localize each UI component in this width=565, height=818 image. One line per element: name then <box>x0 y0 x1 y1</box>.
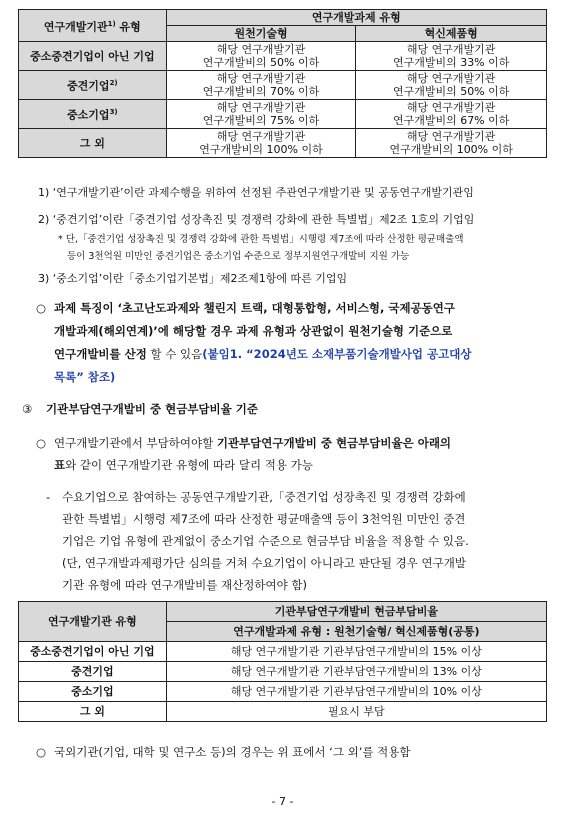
cash-ratio-table <box>18 601 547 722</box>
cell: 해당 연구개발기관 기관부담연구개발비의 10% 이상 <box>166 682 546 702</box>
sub-header-innovative-product: 혁신제품형 <box>356 26 547 42</box>
table-row <box>19 100 547 129</box>
bullet: ○ <box>36 301 47 315</box>
footnote-2-detail-1: * 단,「중견기업 성장촉진 및 경쟁력 강화에 관한 특별법」시행령 제7조에 따라 산정한 평균매출액 <box>58 234 464 245</box>
footnote-2-detail-2: 등이 3천억원 미만인 중견기업은 중소기업 수준으로 정부지원연구개발비 지원 가능 <box>67 251 410 262</box>
para3-line5: 기관 유형에 따라 연구개발비를 재산정하여야 함) <box>62 578 307 592</box>
para2-line2: 표와 같이 연구개발기관 유형에 따라 달리 적용 가능 <box>54 458 313 472</box>
para1-line2: 개발과제(해외연계)’에 해당할 경우 과제 유형과 상관없이 원천기술형 기준으로 <box>54 324 453 338</box>
table-row <box>19 42 547 71</box>
dash: - <box>46 490 51 504</box>
cell: 해당 연구개발기관 연구개발비의 75% 이하 <box>166 100 356 129</box>
col-header-org-type: 연구개발기관$^{1)}$ 유형 <box>19 10 167 42</box>
cell: 해당 연구개발기관 연구개발비의 70% 이하 <box>166 71 356 100</box>
sub-header-original-tech: 원천기술형 <box>166 26 356 42</box>
para4-text: 국외기관(기업, 대학 및 연구소 등)의 경우는 위 표에서 ‘그 외’를 적용함 <box>54 745 411 759</box>
cell: 해당 연구개발기관 연구개발비의 100% 이하 <box>166 129 356 158</box>
row-label: 그 외 <box>19 129 167 158</box>
para1-line1: 과제 특징이 ‘초고난도과제와 챌린지 트랙, 대형통합형, 서비스형, 국제공동연구 <box>54 301 455 315</box>
row-label: 중소기업 <box>19 682 167 702</box>
para3-line4: (단, 연구개발과제평가단 심의를 거쳐 수요기업이 아니라고 판단될 경우 연구개발 <box>62 556 466 570</box>
para1-line3: 연구개발비를 산정 할 수 있음(붙임1. “2024년도 소재부품기술개발사업 공고대상 <box>54 347 472 361</box>
para3-line2: 관한 특별법」시행령 제7조에 따라 산정한 평균매출액 등이 3천억원 미만인 중견 <box>62 512 466 526</box>
cell: 해당 연구개발기관 기관부담연구개발비의 13% 이상 <box>166 662 546 682</box>
cell: 해당 연구개발기관 연구개발비의 100% 이하 <box>356 129 547 158</box>
col-header-task-type: 연구개발과제 유형 <box>166 10 546 26</box>
table-row <box>19 642 547 662</box>
row-label: 중소중견기업이 아닌 기업 <box>19 642 167 662</box>
page-number: - 7 - <box>271 795 294 808</box>
row-label: 중소중견기업이 아닌 기업 <box>19 42 167 71</box>
col-header-org-type: 연구개발기관 유형 <box>19 602 167 642</box>
table-row <box>19 682 547 702</box>
para3-line1: 수요기업으로 참여하는 공동연구개발기관,「중견기업 성장촉진 및 경쟁력 강화에 <box>62 490 466 504</box>
row-label: 그 외 <box>19 702 167 722</box>
row-label: 중견기업$^{2)}$ <box>19 71 167 100</box>
para2-line1: 연구개발기관에서 부담하여야할 기관부담연구개발비 중 현금부담비율은 아래의 <box>54 436 452 450</box>
footnote-2: 2) ‘중견기업’이란「중견기업 성장촉진 및 경쟁력 강화에 관한 특별법」제2조 1호의 기업임 <box>38 213 475 226</box>
cell: 필요시 부담 <box>166 702 546 722</box>
col-header-cash-ratio: 기관부담연구개발비 현금부담비율 <box>166 602 546 622</box>
para3-line3: 기업은 기업 유형에 관계없이 중소기업 수준으로 현금부담 비율을 적용할 수 있음. <box>62 534 469 548</box>
cell: 해당 연구개발기관 연구개발비의 50% 이하 <box>356 71 547 100</box>
section-title: 기관부담연구개발비 중 현금부담비율 기준 <box>46 402 258 416</box>
footnote-3: 3) ‘중소기업’이란「중소기업기본법」제2조제1항에 따른 기업임 <box>38 272 348 285</box>
sub-header-task-type: 연구개발과제 유형 : 원천기술형/ 혁신제품형(공통) <box>166 622 546 642</box>
section-number: ③ <box>22 402 33 416</box>
para1-line4: 목록” 참조) <box>54 370 116 384</box>
cell: 해당 연구개발기관 연구개발비의 33% 이하 <box>356 42 547 71</box>
row-label: 중소기업$^{3)}$ <box>19 100 167 129</box>
budget-ratio-table <box>18 9 547 158</box>
footnote-1: 1) ‘연구개발기관’이란 과제수행을 위하여 선정된 주관연구개발기관 및 공동연구개발기관임 <box>38 186 474 199</box>
table-row <box>19 662 547 682</box>
table-row <box>19 702 547 722</box>
cell: 해당 연구개발기관 연구개발비의 50% 이하 <box>166 42 356 71</box>
row-label: 중견기업 <box>19 662 167 682</box>
cell: 해당 연구개발기관 기관부담연구개발비의 15% 이상 <box>166 642 546 662</box>
bullet: ○ <box>36 745 47 759</box>
bullet: ○ <box>36 436 47 450</box>
table-row <box>19 129 547 158</box>
table-row <box>19 71 547 100</box>
cell: 해당 연구개발기관 연구개발비의 67% 이하 <box>356 100 547 129</box>
